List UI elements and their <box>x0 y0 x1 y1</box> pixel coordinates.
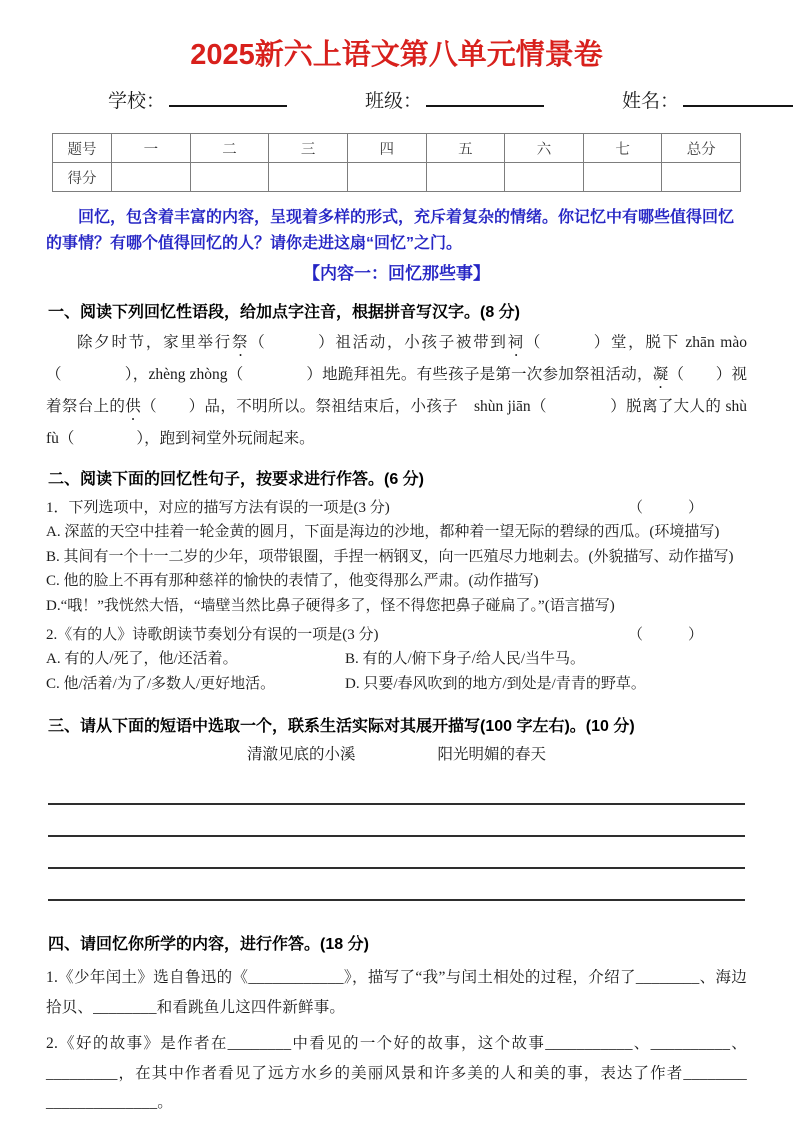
passage-text: （ ）堂，脱下 zhān mào（ ），zhèng zhòng（ ）地跪拜祖先。有些孩子是第一次参加祭祖活动， <box>46 334 747 383</box>
name-blank-line <box>683 86 793 107</box>
section2-q1-option-d: D.“哦！”我恍然大悟，“墙壁当然比鼻子硬得多了，怪不得您把鼻子碰扁了。”(语言描写) <box>46 597 615 614</box>
content-one-banner: 【内容一：回忆那些事】 <box>303 264 490 283</box>
score-header-cell: 总分 <box>662 134 741 163</box>
score-empty-cell <box>269 163 348 192</box>
score-empty-cell <box>112 163 191 192</box>
score-header-cell: 四 <box>347 134 426 163</box>
section2-q2-answer-parens: （ ） <box>627 627 703 643</box>
score-table-header-row <box>53 134 741 163</box>
class-blank-line <box>426 86 544 107</box>
passage-text: （ ）祖活动，小孩子被带到 <box>249 334 508 351</box>
section2-q2-option-a: A. 有的人/死了，他/还活着。 <box>46 651 238 667</box>
section2-q2-option-b: B. 有的人/俯下身子/给人民/当牛马。 <box>345 651 586 667</box>
phrase-clear-stream: 清澈见底的小溪 <box>246 746 356 763</box>
dotted-character: 凝 <box>652 366 669 383</box>
section2-q2-text: 2.《有的人》诗歌朗读节奏划分有误的一项是(3 分) <box>46 627 379 643</box>
section2-q1-text: 1．下列选项中，对应的描写方法有误的一项是(3 分) <box>46 500 390 516</box>
name-field <box>622 86 793 113</box>
score-header-cell: 一 <box>112 134 191 163</box>
intro-paragraph: 回忆，包含着丰富的内容，呈现着多样的形式，充斥着复杂的情绪。你记忆中有哪些值得回忆的事情？有哪个值得回忆的人？请你走进这扇“回忆”之门。 <box>46 209 735 252</box>
score-empty-cell <box>426 163 505 192</box>
phrase-sunny-spring: 阳光明媚的春天 <box>437 746 547 763</box>
dotted-character: 供 <box>125 398 142 415</box>
section4-q2: 2.《好的故事》是作者在________中看见的一个好的故事，这个故事___________、__________、_________，在其中作者看见了远方水乡的美丽风景和许多美的人和美的事，表达了作者________​______________。 <box>46 1035 747 1111</box>
score-header-cell: 七 <box>583 134 662 163</box>
passage-text: （ ）品，不明所以。祭祖结束后，小孩子 shùn jiān（ ）脱离了大人的 shù fù（ ），跑到祠堂外玩闹起来。 <box>46 398 747 447</box>
score-empty-cell <box>505 163 584 192</box>
passage-text: （ ）视着祭台上的 <box>46 366 747 415</box>
student-info-row <box>108 86 747 113</box>
score-empty-cell <box>190 163 269 192</box>
class-label: 班级： <box>365 91 423 112</box>
class-field <box>365 86 544 113</box>
section4-heading: 四、请回忆你所学的内容，进行作答。(18 分) <box>48 936 369 953</box>
score-header-cell: 二 <box>190 134 269 163</box>
section3-writing-area <box>46 773 747 901</box>
school-field <box>108 86 287 113</box>
score-empty-cell <box>662 163 741 192</box>
section2-q2-option-d: D. 只要/春风吹到的地方/到处是/青青的野草。 <box>345 676 646 692</box>
section2-heading: 二、阅读下面的回忆性句子，按要求进行作答。(6 分) <box>48 471 425 488</box>
section3-heading: 三、请从下面的短语中选取一个，联系生活实际对其展开描写(100 字左右)。(10 分) <box>48 718 635 735</box>
section2-q1-option-b: B. 其间有一个十一二岁的少年，项带银圈，手捏一柄钢叉，向一匹殖尽力地刺去。(外貌描写、动作描写) <box>46 548 734 565</box>
section1-heading: 一、阅读下列回忆性语段，给加点字注音，根据拼音写汉字。(8 分) <box>48 304 521 321</box>
score-row-label: 得分 <box>53 163 112 192</box>
section2-q1-option-c: C. 他的脸上不再有那种慈祥的愉快的表情了，他变得那么严肃。(动作描写) <box>46 573 539 589</box>
writing-line <box>48 869 745 901</box>
dotted-character: 祭 <box>232 334 250 351</box>
writing-line <box>48 837 745 869</box>
school-blank-line <box>169 86 287 107</box>
score-table <box>52 133 741 192</box>
section2-q1-line <box>46 496 747 520</box>
section2-q1-answer-parens: （ ） <box>627 500 703 516</box>
section2-q2-line <box>46 623 747 647</box>
score-header-cell: 五 <box>426 134 505 163</box>
page-title: 2025新六上语文第八单元情景卷 <box>190 39 603 71</box>
section2-q2-options <box>46 647 747 697</box>
score-table-score-row <box>53 163 741 192</box>
writing-line <box>48 773 745 805</box>
score-empty-cell <box>347 163 426 192</box>
score-header-cell: 三 <box>269 134 348 163</box>
section3-phrases <box>46 743 747 767</box>
score-header-cell: 六 <box>505 134 584 163</box>
section1-passage <box>46 328 747 453</box>
passage-text: 除夕时节，家里举行 <box>77 334 233 351</box>
score-header-cell: 题号 <box>53 134 112 163</box>
score-empty-cell <box>583 163 662 192</box>
name-label: 姓名： <box>622 91 680 112</box>
writing-line <box>48 805 745 837</box>
section2-q2-option-c: C. 他/活着/为了/多数人/更好地活。 <box>46 676 276 692</box>
school-label: 学校： <box>108 91 166 112</box>
section2-q1-option-a: A. 深蓝的天空中挂着一轮金黄的圆月，下面是海边的沙地，都种着一望无际的碧绿的西瓜。(环境描写) <box>46 524 720 540</box>
section4-q1: 1.《少年闰土》选自鲁迅的《____________》，描写了“我”与闰土相处的过程，介绍了________、海边拾贝、________和看跳鱼儿这四件新鲜事。 <box>46 969 747 1016</box>
dotted-character: 祠 <box>507 334 525 351</box>
